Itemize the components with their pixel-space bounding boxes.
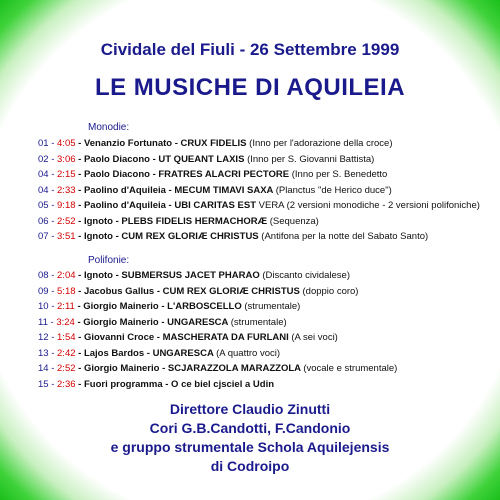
track-title: - Paolino d'Aquileia - MECUM TIMAVI SAXA [75, 184, 276, 196]
track-number: 01 - [38, 138, 58, 149]
track-row [38, 284, 478, 300]
track-note: (vocale e strumentale) [303, 363, 398, 374]
polifonie-track-list [38, 268, 478, 392]
track-row [38, 377, 478, 393]
track-duration: 2:11 [57, 301, 75, 312]
track-number: 02 - [38, 153, 58, 165]
track-row [38, 330, 478, 346]
track-title: - Giorgio Mainerio - SCJARAZZOLA MARAZZOLA [75, 363, 304, 374]
track-duration: 2:36 [57, 378, 76, 390]
track-row [38, 229, 478, 245]
track-number: 04 - [38, 184, 58, 196]
track-title: - Paolo Diacono - UT QUEANT LAXIS [75, 153, 248, 165]
track-duration: 1:54 [57, 332, 76, 343]
track-title: - Ignoto - SUBMERSUS JACET PHARAO [75, 270, 263, 281]
track-duration: 2:52 [57, 363, 76, 374]
credits-choirs: Cori G.B.Candotti, F.Candonio [149, 420, 351, 436]
track-row [38, 198, 478, 214]
track-row [38, 167, 478, 183]
polifonie-label: Polifonie: [88, 255, 130, 266]
track-note: (Inno per l'adorazione della croce) [249, 138, 393, 149]
track-title: - Ignoto - PLEBS FIDELIS HERMACHORÆ [75, 215, 270, 227]
track-number: 14 - [38, 363, 58, 374]
track-number: 15 - [38, 378, 58, 390]
track-note: (A sei voci) [291, 332, 338, 343]
track-duration: 2:04 [57, 270, 76, 281]
track-title: - Jacobus Gallus - CUM REX GLORIÆ CHRISTUS [75, 285, 303, 297]
track-note: (Discanto cividalese) [262, 270, 351, 281]
track-note: (doppio coro) [302, 285, 359, 297]
track-duration: 4:05 [57, 138, 76, 149]
track-note: (Inno per S. Benedetto [291, 169, 388, 180]
page-title: LE MUSICHE DI AQUILEIA [94, 74, 406, 101]
track-row [38, 315, 478, 331]
track-row [38, 268, 478, 284]
track-duration: 2:52 [57, 215, 76, 227]
track-row [38, 214, 478, 230]
track-row [38, 136, 478, 152]
track-duration: 2:33 [57, 184, 76, 196]
track-title: - Ignoto - CUM REX GLORIÆ CHRISTUS [75, 231, 262, 242]
track-duration: 5:18 [57, 285, 76, 297]
track-duration: 2:42 [57, 347, 76, 359]
credits-director: Direttore Claudio Zinutti [169, 401, 331, 417]
track-note: (strumentale) [244, 301, 301, 312]
track-duration: 3:51 [57, 231, 76, 242]
track-note: (strumentale) [230, 316, 287, 328]
track-number: 13 - [38, 347, 58, 359]
track-number: 11 - [38, 316, 57, 328]
track-row [38, 183, 478, 199]
track-note: (A quattro voci) [216, 347, 280, 359]
event-subtitle: Cividale del Fiuli - 26 Settembre 1999 [100, 40, 400, 59]
monodie-track-list [38, 136, 478, 245]
track-number: 04 - [38, 169, 58, 180]
track-duration: 9:18 [57, 200, 76, 211]
track-number: 06 - [38, 215, 58, 227]
monodie-label: Monodie: [88, 122, 130, 133]
track-note: (Planctus "de Herico duce") [275, 184, 392, 196]
track-title: - Lajos Bardos - UNGARESCA [75, 347, 217, 359]
track-title: - Venanzio Fortunato - CRUX FIDELIS [75, 138, 250, 149]
credits-ensemble: e gruppo strumentale Schola Aquilejensis [110, 439, 390, 455]
track-title: - Paolino d'Aquileia - UBI CARITAS EST [75, 200, 259, 211]
track-title: - Giorgio Mainerio - L'ARBOSCELLO [74, 301, 245, 312]
track-row [38, 152, 478, 168]
track-number: 09 - [38, 285, 58, 297]
track-number: 10 - [38, 301, 58, 312]
track-duration: 3:24 [56, 316, 75, 328]
track-title: - Giorgio Mainerio - UNGARESCA [74, 316, 231, 328]
track-duration: 3:06 [57, 153, 76, 165]
track-title: - Fuori programma - O ce biel cjsciel a Udin [75, 378, 275, 390]
track-title: - Giovanni Croce - MASCHERATA DA FURLANI [75, 332, 292, 343]
track-title: - Paolo Diacono - FRATRES ALACRI PECTORE [75, 169, 292, 180]
track-number: 08 - [38, 270, 58, 281]
track-number: 12 - [38, 332, 58, 343]
track-row [38, 361, 478, 377]
track-note: (Sequenza) [269, 215, 319, 227]
track-duration: 2:15 [57, 169, 76, 180]
track-note: (Inno per S. Giovanni Battista) [247, 153, 375, 165]
track-number: 05 - [38, 200, 58, 211]
track-row [38, 346, 478, 362]
track-note: VERA (2 versioni monodiche - 2 versioni polifoniche) [258, 200, 480, 211]
track-note: (Antifona per la notte del Sabato Santo) [261, 231, 429, 242]
track-row [38, 299, 478, 315]
track-number: 07 - [38, 231, 58, 242]
credits-location: di Codroipo [210, 458, 290, 474]
